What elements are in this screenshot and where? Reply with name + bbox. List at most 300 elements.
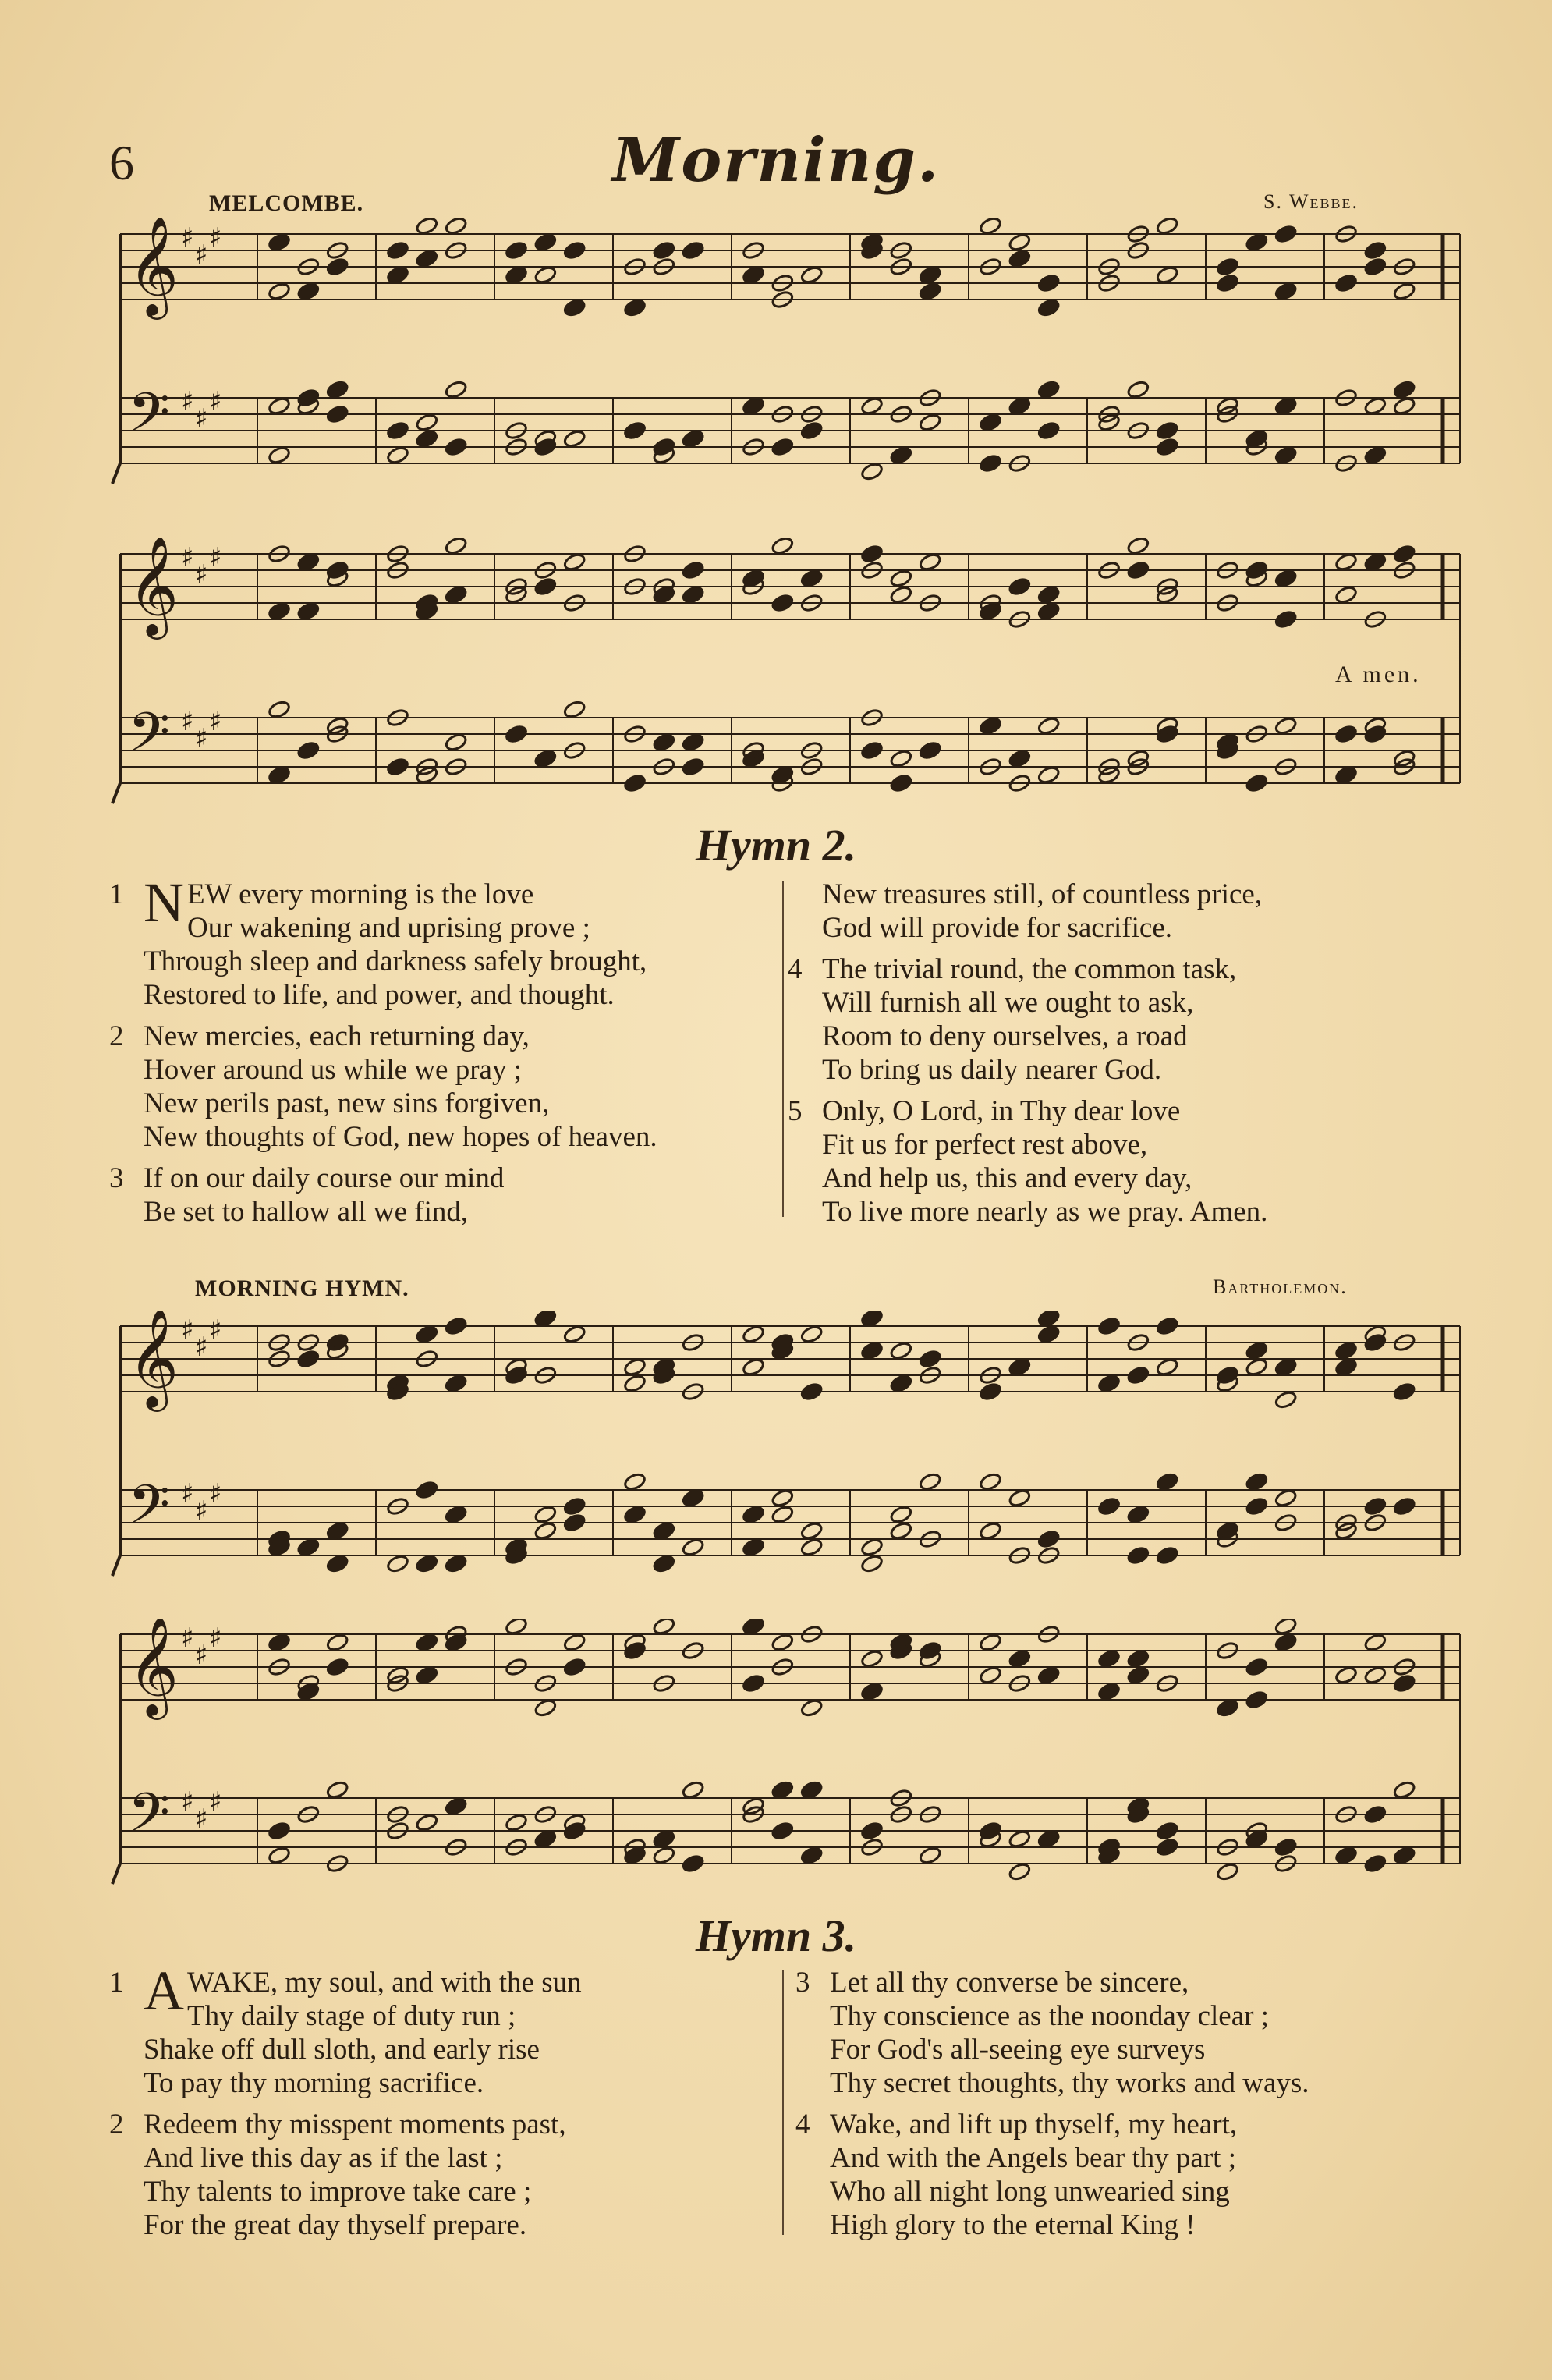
- verse-line: WAKE, my soul, and with the sun: [187, 1967, 582, 1999]
- verse-line: Will furnish all we ought to ask,: [822, 987, 1194, 1019]
- note-head: [889, 585, 912, 605]
- verse-line: For the great day thyself prepare.: [144, 2209, 527, 2241]
- note-head: [800, 1780, 824, 1800]
- hymn-2-verse-5: [788, 1094, 1458, 1229]
- note-head: [682, 585, 705, 605]
- note-head: [889, 1374, 912, 1393]
- note-head: [800, 1846, 824, 1865]
- note-head: [296, 1349, 320, 1368]
- note-head: [563, 1496, 586, 1516]
- verse-number: 3: [109, 1162, 124, 1194]
- note-head: [1037, 420, 1061, 440]
- note-head: [268, 445, 291, 465]
- note-head: [1393, 1780, 1416, 1800]
- note-head: [1156, 218, 1179, 236]
- note-head: [1156, 1316, 1179, 1335]
- note-head: [533, 1505, 557, 1524]
- note-head: [386, 757, 409, 776]
- verse-line: Let all thy converse be sincere,: [830, 1967, 1189, 1999]
- note-head: [800, 1698, 824, 1718]
- verse-line: New treasures still, of countless price,: [822, 878, 1263, 910]
- note-head: [1363, 1665, 1387, 1685]
- note-head: [1274, 224, 1298, 243]
- composer-webbe: S. Webbe.: [1263, 190, 1359, 213]
- note-head: [326, 1657, 349, 1676]
- note-head: [326, 257, 349, 276]
- note-head: [919, 1846, 942, 1865]
- note-head: [1274, 609, 1298, 629]
- sharp-icon: ♯: [181, 1478, 194, 1509]
- note-head: [1008, 232, 1031, 252]
- note-head: [1245, 232, 1268, 252]
- column-divider: [782, 1970, 784, 2235]
- note-head: [1008, 396, 1031, 416]
- note-head: [268, 1633, 291, 1652]
- note-head: [1008, 1829, 1031, 1849]
- music-score-morning-hymn-system-2: [109, 1619, 1466, 1915]
- note-head: [919, 265, 942, 285]
- note-head: [1216, 1698, 1239, 1718]
- note-head: [1126, 1505, 1150, 1524]
- note-head: [533, 1521, 557, 1541]
- note-head: [979, 716, 1002, 736]
- verse-line: And live this day as if the last ;: [144, 2142, 503, 2174]
- note-head: [623, 298, 647, 317]
- sharp-icon: ♯: [181, 542, 194, 573]
- note-head: [1037, 298, 1061, 317]
- note-head: [1274, 396, 1298, 416]
- note-head: [1393, 1673, 1416, 1693]
- note-head: [919, 282, 942, 301]
- note-head: [771, 538, 794, 555]
- hymn-3-verse-2: [109, 2108, 780, 2242]
- note-head: [1334, 273, 1358, 293]
- note-head: [296, 282, 320, 301]
- verse-line: Through sleep and darkness safely brought,: [144, 945, 647, 977]
- note-head: [1216, 273, 1239, 293]
- note-head: [1274, 445, 1298, 465]
- note-head: [1274, 282, 1298, 301]
- note-head: [1008, 1862, 1031, 1882]
- sharp-icon: ♯: [195, 1804, 208, 1835]
- music-score-melcombe-system-1: [109, 218, 1466, 515]
- note-head: [1008, 1488, 1031, 1508]
- note-head: [268, 765, 291, 785]
- note-head: [623, 1374, 647, 1393]
- note-head: [563, 429, 586, 449]
- note-head: [415, 1325, 438, 1344]
- note-head: [1363, 1633, 1387, 1652]
- note-head: [415, 1813, 438, 1832]
- note-head: [1245, 1357, 1268, 1377]
- note-head: [889, 749, 912, 768]
- note-head: [1037, 585, 1061, 605]
- verse-line: Only, O Lord, in Thy dear love: [822, 1095, 1181, 1127]
- note-head: [326, 1554, 349, 1573]
- note-head: [860, 396, 884, 416]
- hymn-2-right-column: [788, 878, 1458, 1236]
- sharp-icon: ♯: [181, 706, 194, 737]
- note-head: [682, 1780, 705, 1800]
- note-head: [1274, 1357, 1298, 1377]
- sharp-icon: ♯: [195, 239, 208, 271]
- note-head: [563, 700, 586, 719]
- note-head: [445, 1316, 468, 1335]
- note-head: [326, 380, 349, 399]
- sharp-icon: ♯: [181, 222, 194, 254]
- note-head: [415, 413, 438, 432]
- note-head: [682, 429, 705, 449]
- verse-line: Thy daily stage of duty run ;: [187, 2000, 516, 2032]
- sharp-icon: ♯: [209, 542, 222, 573]
- drop-cap: N: [144, 871, 184, 934]
- verse-line: Wake, and lift up thyself, my heart,: [830, 2109, 1238, 2141]
- note-head: [860, 1649, 884, 1669]
- sharp-icon: ♯: [209, 222, 222, 254]
- bass-clef-icon: 𝄢: [128, 381, 171, 457]
- note-head: [415, 429, 438, 449]
- note-head: [268, 1846, 291, 1865]
- note-head: [386, 265, 409, 285]
- verse-line: High glory to the eternal King !: [830, 2209, 1196, 2241]
- hymn-3-heading: Hymn 3.: [695, 1910, 857, 1961]
- note-head: [1126, 1545, 1150, 1565]
- note-head: [1037, 380, 1061, 399]
- sharp-icon: ♯: [195, 723, 208, 754]
- tune-name-morning-hymn: MORNING HYMN.: [195, 1275, 409, 1301]
- note-head: [1097, 1682, 1121, 1701]
- note-head: [800, 1325, 824, 1344]
- sharp-icon: ♯: [209, 706, 222, 737]
- note-head: [1216, 1862, 1239, 1882]
- note-head: [505, 265, 528, 285]
- verse-line: New perils past, new sins forgiven,: [144, 1087, 550, 1119]
- note-head: [268, 700, 291, 719]
- sharp-icon: ♯: [181, 386, 194, 417]
- verse-number: 5: [788, 1095, 803, 1127]
- verse-line: To live more nearly as we pray. Amen.: [822, 1196, 1268, 1228]
- note-head: [1037, 1665, 1061, 1685]
- note-head: [1097, 1649, 1121, 1669]
- note-head: [742, 1673, 765, 1693]
- note-head: [623, 420, 647, 440]
- note-head: [533, 1829, 557, 1849]
- column-divider: [782, 881, 784, 1217]
- note-head: [1097, 1496, 1121, 1516]
- note-head: [979, 1521, 1002, 1541]
- verse-number: 2: [109, 1020, 124, 1052]
- note-head: [979, 453, 1002, 473]
- note-head: [623, 1472, 647, 1491]
- verse-line: New mercies, each returning day,: [144, 1020, 530, 1052]
- note-head: [860, 544, 884, 563]
- note-head: [623, 773, 647, 793]
- verse-line: New thoughts of God, new hopes of heaven.: [144, 1121, 657, 1153]
- note-head: [652, 1521, 675, 1541]
- note-head: [445, 538, 468, 555]
- note-head: [1393, 1846, 1416, 1865]
- hymn-2-left-column: [109, 871, 780, 1236]
- note-head: [1037, 716, 1061, 736]
- note-head: [415, 1633, 438, 1652]
- treble-clef-icon: 𝄞: [128, 1619, 179, 1715]
- note-head: [505, 240, 528, 260]
- note-head: [1245, 1341, 1268, 1360]
- note-head: [742, 1538, 765, 1557]
- note-head: [1008, 576, 1031, 596]
- note-head: [742, 265, 765, 285]
- note-head: [1363, 1496, 1387, 1516]
- note-head: [1037, 1311, 1061, 1328]
- note-head: [800, 1521, 824, 1541]
- note-head: [1008, 1357, 1031, 1377]
- note-head: [268, 1821, 291, 1840]
- note-head: [533, 576, 557, 596]
- note-head: [742, 1325, 765, 1344]
- note-head: [1363, 396, 1387, 416]
- note-head: [889, 1341, 912, 1360]
- note-head: [860, 1341, 884, 1360]
- note-head: [415, 1665, 438, 1685]
- treble-clef-icon: 𝄞: [128, 218, 179, 315]
- page-number: 6: [109, 135, 134, 190]
- note-head: [979, 1665, 1002, 1685]
- note-head: [682, 1488, 705, 1508]
- verse-line: And help us, this and every day,: [822, 1162, 1192, 1194]
- hymn-2-heading: Hymn 2.: [695, 820, 857, 871]
- note-head: [533, 1311, 557, 1328]
- verse-line: Restored to life, and power, and thought.: [144, 979, 615, 1011]
- bass-clef-icon: 𝄢: [128, 1781, 171, 1857]
- sharp-icon: ♯: [195, 403, 208, 435]
- note-head: [889, 773, 912, 793]
- note-head: [800, 1538, 824, 1557]
- note-head: [1274, 1837, 1298, 1857]
- note-head: [505, 1813, 528, 1832]
- note-head: [979, 1472, 1002, 1491]
- hymn-2-verse-2: [109, 1020, 780, 1154]
- note-head: [800, 1382, 824, 1401]
- note-head: [1037, 1829, 1061, 1849]
- note-head: [1156, 265, 1179, 285]
- note-head: [1334, 1341, 1358, 1360]
- note-head: [682, 732, 705, 752]
- note-head: [860, 740, 884, 760]
- note-head: [1126, 560, 1150, 580]
- note-head: [1156, 1837, 1179, 1857]
- note-head: [1363, 1853, 1387, 1873]
- note-head: [1334, 1665, 1358, 1685]
- verse-line: Who all night long unwearied sing: [830, 2176, 1230, 2208]
- verse-number: 1: [109, 878, 124, 910]
- note-head: [889, 569, 912, 588]
- note-head: [682, 1853, 705, 1873]
- note-head: [1126, 380, 1150, 399]
- note-head: [296, 1538, 320, 1557]
- note-head: [1008, 1649, 1031, 1669]
- note-head: [1363, 257, 1387, 276]
- hymn-2-verse-3: [109, 1162, 780, 1229]
- sharp-icon: ♯: [181, 1623, 194, 1654]
- verse-line: Redeem thy misspent moments past,: [144, 2109, 566, 2141]
- note-head: [652, 732, 675, 752]
- hymn-3-verse-4: [795, 2108, 1466, 2242]
- hymn-2-verse-4: [788, 952, 1458, 1087]
- verse-line: To pay thy morning sacrifice.: [144, 2067, 484, 2099]
- note-head: [563, 1325, 586, 1344]
- verse-line: If on our daily course our mind: [144, 1162, 505, 1194]
- note-head: [1363, 445, 1387, 465]
- verse-line: For God's all-seeing eye surveys: [830, 2034, 1206, 2066]
- note-head: [652, 1846, 675, 1865]
- verse-number: 2: [109, 2109, 124, 2141]
- note-head: [742, 1619, 765, 1636]
- note-head: [1393, 544, 1416, 563]
- note-head: [1393, 1382, 1416, 1401]
- verse-line: God will provide for sacrifice.: [822, 912, 1172, 944]
- note-head: [1334, 724, 1358, 743]
- verse-line: To bring us daily nearer God.: [822, 1054, 1162, 1086]
- verse-line: Thy talents to improve take care ;: [144, 2176, 532, 2208]
- note-head: [889, 445, 912, 465]
- hymn-3-verse-1: [109, 1960, 780, 2100]
- verse-number: [788, 878, 822, 945]
- note-head: [1274, 1488, 1298, 1508]
- note-head: [682, 1538, 705, 1557]
- note-head: [563, 1633, 586, 1652]
- note-head: [1363, 552, 1387, 572]
- sharp-icon: ♯: [209, 1314, 222, 1346]
- note-head: [386, 420, 409, 440]
- note-head: [1245, 1657, 1268, 1676]
- verse-line: Thy conscience as the noonday clear ;: [830, 2000, 1269, 2032]
- note-head: [533, 265, 557, 285]
- note-head: [268, 396, 291, 416]
- sharp-icon: ♯: [209, 1478, 222, 1509]
- note-head: [268, 232, 291, 252]
- note-head: [771, 437, 794, 456]
- note-head: [979, 1633, 1002, 1652]
- note-head: [623, 1505, 647, 1524]
- note-head: [1156, 1472, 1179, 1491]
- note-head: [296, 552, 320, 572]
- note-head: [1216, 257, 1239, 276]
- bass-clef-icon: 𝄢: [128, 1473, 171, 1549]
- note-head: [1245, 1690, 1268, 1709]
- note-head: [1274, 1619, 1298, 1636]
- note-head: [652, 1554, 675, 1573]
- note-head: [682, 240, 705, 260]
- note-head: [889, 1505, 912, 1524]
- note-head: [1037, 273, 1061, 293]
- note-head: [979, 1382, 1002, 1401]
- note-head: [1274, 569, 1298, 588]
- note-head: [415, 218, 438, 236]
- note-head: [919, 1472, 942, 1491]
- note-head: [860, 1538, 884, 1557]
- hymn-2-verse-1: [109, 871, 780, 1012]
- note-head: [682, 757, 705, 776]
- note-head: [326, 1633, 349, 1652]
- note-head: [1274, 1390, 1298, 1410]
- hymn-2-verse-3-cont: [788, 878, 1458, 945]
- note-head: [1097, 1316, 1121, 1335]
- note-head: [1393, 282, 1416, 301]
- note-head: [652, 1619, 675, 1636]
- note-head: [1126, 538, 1150, 555]
- note-head: [563, 1513, 586, 1532]
- verse-line: Thy secret thoughts, thy works and ways.: [830, 2067, 1309, 2099]
- note-head: [1156, 1357, 1179, 1377]
- note-head: [1334, 765, 1358, 785]
- note-head: [1334, 1357, 1358, 1377]
- drop-cap: A: [144, 1960, 184, 2022]
- note-head: [1245, 1496, 1268, 1516]
- note-head: [1156, 1545, 1179, 1565]
- note-head: [445, 1554, 468, 1573]
- note-head: [652, 1829, 675, 1849]
- note-head: [326, 1521, 349, 1541]
- note-head: [386, 445, 409, 465]
- note-head: [563, 552, 586, 572]
- verse-line: Hover around us while we pray ;: [144, 1054, 522, 1086]
- note-head: [415, 1480, 438, 1499]
- bass-clef-icon: 𝄢: [128, 701, 171, 777]
- sharp-icon: ♯: [195, 1640, 208, 1671]
- note-head: [563, 298, 586, 317]
- music-score-melcombe-system-2: [109, 538, 1466, 835]
- note-head: [1393, 1496, 1416, 1516]
- verse-line: The trivial round, the common task,: [822, 953, 1237, 985]
- note-head: [979, 413, 1002, 432]
- note-head: [742, 1357, 765, 1377]
- note-head: [268, 282, 291, 301]
- note-head: [860, 1821, 884, 1840]
- note-head: [919, 413, 942, 432]
- tune-name-melcombe: MELCOMBE.: [209, 190, 364, 216]
- note-head: [1126, 1365, 1150, 1385]
- verse-line: EW every morning is the love: [187, 878, 534, 910]
- note-head: [1008, 249, 1031, 268]
- note-head: [771, 1488, 794, 1508]
- note-head: [563, 1657, 586, 1676]
- hymn-3-verse-3: [795, 1966, 1466, 2100]
- note-head: [505, 1619, 528, 1636]
- note-head: [919, 1349, 942, 1368]
- note-head: [1363, 1804, 1387, 1824]
- note-head: [1008, 749, 1031, 768]
- note-head: [445, 1374, 468, 1393]
- note-head: [563, 240, 586, 260]
- note-head: [1156, 420, 1179, 440]
- note-head: [445, 437, 468, 456]
- note-head: [386, 1554, 409, 1573]
- note-head: [445, 218, 468, 236]
- note-head: [771, 1821, 794, 1840]
- music-score-morning-hymn-system-1: [109, 1311, 1466, 1607]
- note-head: [919, 740, 942, 760]
- note-head: [533, 1698, 557, 1718]
- treble-clef-icon: 𝄞: [128, 538, 179, 635]
- sharp-icon: ♯: [209, 386, 222, 417]
- note-head: [889, 1521, 912, 1541]
- note-head: [268, 601, 291, 621]
- verse-number: 3: [795, 1967, 810, 1999]
- verse-line: Be set to hallow all we find,: [144, 1196, 469, 1228]
- note-head: [415, 249, 438, 268]
- note-head: [623, 1357, 647, 1377]
- note-head: [860, 1554, 884, 1573]
